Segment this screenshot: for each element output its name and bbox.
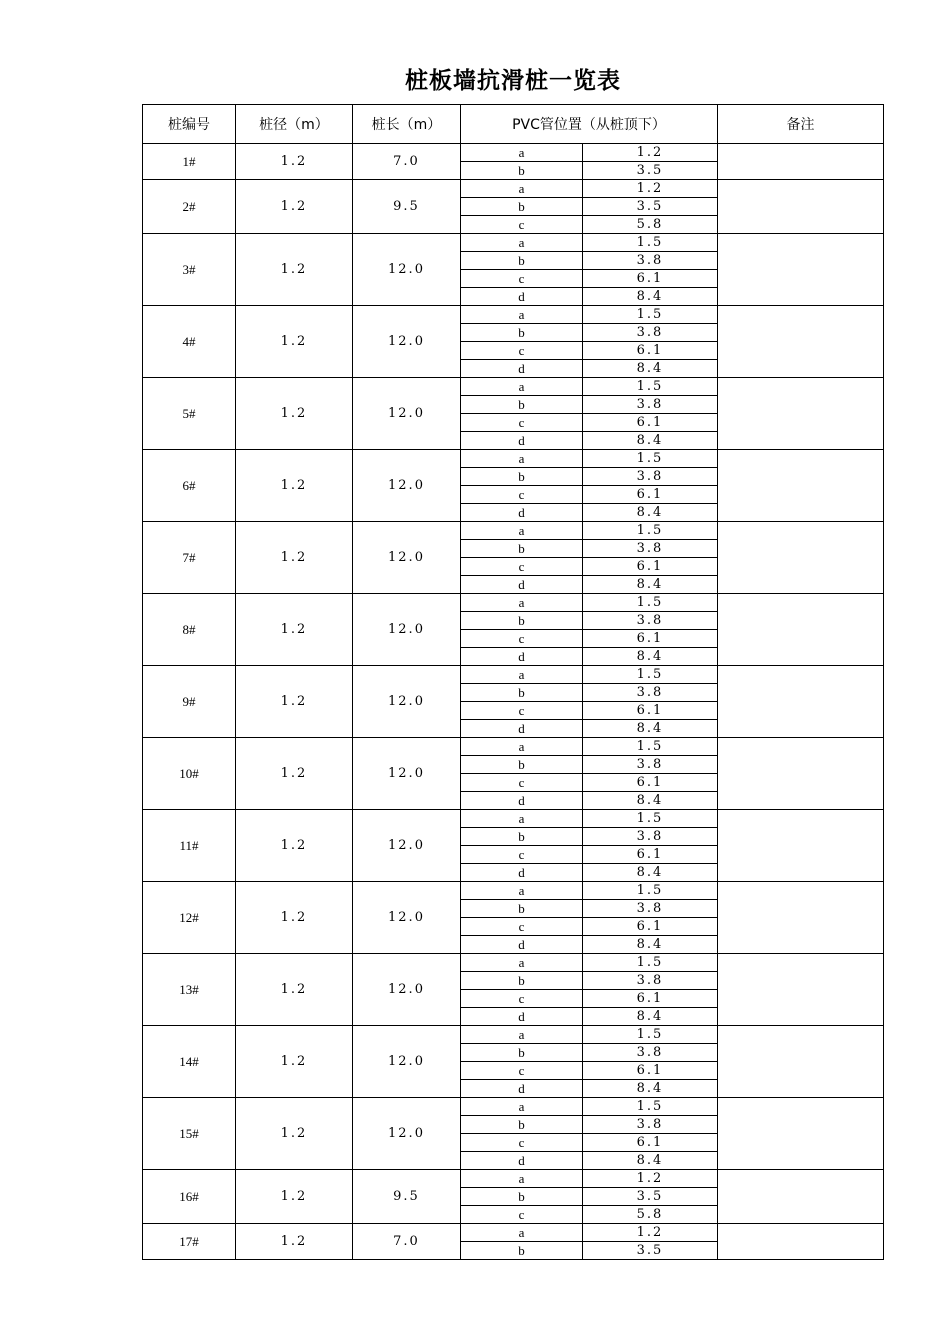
pvc-tube-label-cell: d bbox=[461, 576, 583, 594]
pile-remark-cell bbox=[718, 882, 884, 954]
table-row bbox=[143, 1224, 884, 1242]
pile-length-cell: 12.0 bbox=[353, 1098, 461, 1170]
pvc-tube-label-cell: d bbox=[461, 864, 583, 882]
pvc-tube-label-cell: b bbox=[461, 828, 583, 846]
pile-remark-cell bbox=[718, 180, 884, 234]
pvc-tube-depth-cell: 6.1 bbox=[583, 342, 718, 360]
pvc-tube-label-cell: b bbox=[461, 468, 583, 486]
pile-diameter-cell: 1.2 bbox=[236, 954, 353, 1026]
header-remark: 备注 bbox=[718, 105, 884, 144]
pile-table-container bbox=[142, 104, 883, 1260]
pile-id-cell: 17# bbox=[143, 1224, 236, 1260]
pvc-tube-depth-cell: 3.5 bbox=[583, 1188, 718, 1206]
pvc-tube-label-cell: c bbox=[461, 414, 583, 432]
pile-id-cell: 4# bbox=[143, 306, 236, 378]
pvc-tube-label-cell: b bbox=[461, 540, 583, 558]
pvc-tube-label-cell: b bbox=[461, 396, 583, 414]
table-row bbox=[143, 144, 884, 162]
pile-length-cell: 9.5 bbox=[353, 1170, 461, 1224]
pvc-tube-label-cell: b bbox=[461, 1188, 583, 1206]
pvc-tube-label-cell: c bbox=[461, 846, 583, 864]
pvc-tube-label-cell: c bbox=[461, 990, 583, 1008]
pile-id-cell: 13# bbox=[143, 954, 236, 1026]
pvc-tube-depth-cell: 8.4 bbox=[583, 576, 718, 594]
pile-remark-cell bbox=[718, 1170, 884, 1224]
pvc-tube-label-cell: d bbox=[461, 720, 583, 738]
pvc-tube-depth-cell: 3.5 bbox=[583, 162, 718, 180]
header-row bbox=[143, 105, 884, 144]
pile-id-cell: 10# bbox=[143, 738, 236, 810]
header-length: 桩长（m） bbox=[353, 105, 461, 144]
pvc-tube-label-cell: b bbox=[461, 684, 583, 702]
pile-diameter-cell: 1.2 bbox=[236, 810, 353, 882]
pvc-tube-depth-cell: 1.5 bbox=[583, 954, 718, 972]
pvc-tube-label-cell: a bbox=[461, 144, 583, 162]
pvc-tube-depth-cell: 1.5 bbox=[583, 666, 718, 684]
page-title: 桩板墙抗滑桩一览表 bbox=[405, 68, 621, 94]
pvc-tube-depth-cell: 8.4 bbox=[583, 936, 718, 954]
pile-remark-cell bbox=[718, 954, 884, 1026]
table-row bbox=[143, 1098, 884, 1116]
pvc-tube-depth-cell: 3.8 bbox=[583, 756, 718, 774]
table-row bbox=[143, 666, 884, 684]
pvc-tube-depth-cell: 8.4 bbox=[583, 648, 718, 666]
pile-id-cell: 9# bbox=[143, 666, 236, 738]
pvc-tube-depth-cell: 8.4 bbox=[583, 864, 718, 882]
pvc-tube-label-cell: d bbox=[461, 360, 583, 378]
pvc-tube-label-cell: a bbox=[461, 882, 583, 900]
header-pvc-position: PVC管位置（从桩顶下） bbox=[461, 105, 718, 144]
pvc-tube-depth-cell: 6.1 bbox=[583, 774, 718, 792]
pile-diameter-cell: 1.2 bbox=[236, 522, 353, 594]
pvc-tube-depth-cell: 8.4 bbox=[583, 1008, 718, 1026]
pvc-tube-label-cell: a bbox=[461, 1224, 583, 1242]
pvc-tube-label-cell: d bbox=[461, 792, 583, 810]
pvc-tube-label-cell: d bbox=[461, 504, 583, 522]
header-diameter: 桩径（m） bbox=[236, 105, 353, 144]
pvc-tube-depth-cell: 1.2 bbox=[583, 1170, 718, 1188]
pile-remark-cell bbox=[718, 522, 884, 594]
pile-diameter-cell: 1.2 bbox=[236, 144, 353, 180]
pile-id-cell: 3# bbox=[143, 234, 236, 306]
pile-length-cell: 7.0 bbox=[353, 144, 461, 180]
pile-remark-cell bbox=[718, 666, 884, 738]
pile-length-cell: 12.0 bbox=[353, 522, 461, 594]
pvc-tube-label-cell: b bbox=[461, 324, 583, 342]
pvc-tube-label-cell: b bbox=[461, 972, 583, 990]
pile-length-cell: 12.0 bbox=[353, 450, 461, 522]
pvc-tube-label-cell: c bbox=[461, 774, 583, 792]
pile-id-cell: 7# bbox=[143, 522, 236, 594]
pile-id-cell: 12# bbox=[143, 882, 236, 954]
pile-diameter-cell: 1.2 bbox=[236, 882, 353, 954]
pvc-tube-depth-cell: 6.1 bbox=[583, 486, 718, 504]
pvc-tube-label-cell: b bbox=[461, 1044, 583, 1062]
pvc-tube-depth-cell: 1.5 bbox=[583, 738, 718, 756]
pile-diameter-cell: 1.2 bbox=[236, 738, 353, 810]
pvc-tube-depth-cell: 1.2 bbox=[583, 180, 718, 198]
pvc-tube-depth-cell: 1.5 bbox=[583, 1026, 718, 1044]
pvc-tube-depth-cell: 1.5 bbox=[583, 378, 718, 396]
pile-remark-cell bbox=[718, 1026, 884, 1098]
table-row bbox=[143, 450, 884, 468]
pvc-tube-depth-cell: 1.5 bbox=[583, 306, 718, 324]
pvc-tube-label-cell: d bbox=[461, 648, 583, 666]
pvc-tube-depth-cell: 3.8 bbox=[583, 612, 718, 630]
pile-id-cell: 14# bbox=[143, 1026, 236, 1098]
table-row bbox=[143, 306, 884, 324]
pvc-tube-label-cell: d bbox=[461, 1008, 583, 1026]
pile-length-cell: 12.0 bbox=[353, 306, 461, 378]
pvc-tube-label-cell: d bbox=[461, 936, 583, 954]
pvc-tube-depth-cell: 5.8 bbox=[583, 216, 718, 234]
pile-remark-cell bbox=[718, 378, 884, 450]
pvc-tube-depth-cell: 8.4 bbox=[583, 504, 718, 522]
pvc-tube-label-cell: a bbox=[461, 522, 583, 540]
pvc-tube-depth-cell: 3.8 bbox=[583, 972, 718, 990]
pvc-tube-depth-cell: 1.5 bbox=[583, 1098, 718, 1116]
pvc-tube-label-cell: b bbox=[461, 756, 583, 774]
table-row bbox=[143, 1026, 884, 1044]
pvc-tube-label-cell: c bbox=[461, 1062, 583, 1080]
pile-remark-cell bbox=[718, 306, 884, 378]
pile-table bbox=[142, 104, 884, 1260]
pvc-tube-depth-cell: 3.5 bbox=[583, 1242, 718, 1260]
pile-diameter-cell: 1.2 bbox=[236, 378, 353, 450]
pile-diameter-cell: 1.2 bbox=[236, 594, 353, 666]
pvc-tube-depth-cell: 8.4 bbox=[583, 1152, 718, 1170]
pile-id-cell: 8# bbox=[143, 594, 236, 666]
pvc-tube-depth-cell: 1.2 bbox=[583, 1224, 718, 1242]
pile-diameter-cell: 1.2 bbox=[236, 1170, 353, 1224]
pvc-tube-depth-cell: 3.5 bbox=[583, 198, 718, 216]
table-row bbox=[143, 882, 884, 900]
pile-remark-cell bbox=[718, 234, 884, 306]
pvc-tube-label-cell: a bbox=[461, 1026, 583, 1044]
pile-length-cell: 12.0 bbox=[353, 378, 461, 450]
pile-length-cell: 12.0 bbox=[353, 234, 461, 306]
pvc-tube-depth-cell: 6.1 bbox=[583, 990, 718, 1008]
pile-diameter-cell: 1.2 bbox=[236, 450, 353, 522]
table-row bbox=[143, 1170, 884, 1188]
pile-remark-cell bbox=[718, 810, 884, 882]
pvc-tube-depth-cell: 3.8 bbox=[583, 252, 718, 270]
pvc-tube-label-cell: a bbox=[461, 1170, 583, 1188]
pile-diameter-cell: 1.2 bbox=[236, 306, 353, 378]
pvc-tube-label-cell: d bbox=[461, 432, 583, 450]
pvc-tube-label-cell: b bbox=[461, 900, 583, 918]
pvc-tube-label-cell: c bbox=[461, 486, 583, 504]
pvc-tube-depth-cell: 8.4 bbox=[583, 432, 718, 450]
pvc-tube-depth-cell: 6.1 bbox=[583, 918, 718, 936]
pvc-tube-depth-cell: 3.8 bbox=[583, 1116, 718, 1134]
pvc-tube-depth-cell: 3.8 bbox=[583, 828, 718, 846]
pile-diameter-cell: 1.2 bbox=[236, 1224, 353, 1260]
pile-id-cell: 6# bbox=[143, 450, 236, 522]
pvc-tube-depth-cell: 8.4 bbox=[583, 792, 718, 810]
pvc-tube-label-cell: d bbox=[461, 288, 583, 306]
pvc-tube-label-cell: c bbox=[461, 270, 583, 288]
pvc-tube-depth-cell: 6.1 bbox=[583, 846, 718, 864]
pvc-tube-label-cell: a bbox=[461, 810, 583, 828]
pvc-tube-label-cell: d bbox=[461, 1080, 583, 1098]
table-row bbox=[143, 180, 884, 198]
pvc-tube-label-cell: c bbox=[461, 630, 583, 648]
pile-remark-cell bbox=[718, 1224, 884, 1260]
pile-remark-cell bbox=[718, 144, 884, 180]
pvc-tube-depth-cell: 8.4 bbox=[583, 360, 718, 378]
pile-diameter-cell: 1.2 bbox=[236, 180, 353, 234]
pvc-tube-depth-cell: 6.1 bbox=[583, 630, 718, 648]
pvc-tube-depth-cell: 3.8 bbox=[583, 396, 718, 414]
pile-remark-cell bbox=[718, 1098, 884, 1170]
pvc-tube-depth-cell: 8.4 bbox=[583, 720, 718, 738]
pile-diameter-cell: 1.2 bbox=[236, 666, 353, 738]
table-row bbox=[143, 738, 884, 756]
table-row bbox=[143, 522, 884, 540]
table-row bbox=[143, 378, 884, 396]
pile-id-cell: 2# bbox=[143, 180, 236, 234]
pvc-tube-depth-cell: 3.8 bbox=[583, 684, 718, 702]
pile-length-cell: 12.0 bbox=[353, 594, 461, 666]
table-row bbox=[143, 234, 884, 252]
table-row bbox=[143, 954, 884, 972]
pvc-tube-label-cell: b bbox=[461, 252, 583, 270]
pile-remark-cell bbox=[718, 450, 884, 522]
pvc-tube-depth-cell: 8.4 bbox=[583, 1080, 718, 1098]
pvc-tube-depth-cell: 1.5 bbox=[583, 450, 718, 468]
pile-diameter-cell: 1.2 bbox=[236, 1098, 353, 1170]
pvc-tube-label-cell: b bbox=[461, 198, 583, 216]
table-row bbox=[143, 810, 884, 828]
pvc-tube-depth-cell: 1.5 bbox=[583, 594, 718, 612]
pvc-tube-label-cell: a bbox=[461, 666, 583, 684]
pvc-tube-label-cell: a bbox=[461, 306, 583, 324]
pvc-tube-depth-cell: 6.1 bbox=[583, 702, 718, 720]
pvc-tube-label-cell: b bbox=[461, 612, 583, 630]
pvc-tube-depth-cell: 6.1 bbox=[583, 1134, 718, 1152]
pile-length-cell: 12.0 bbox=[353, 882, 461, 954]
pvc-tube-depth-cell: 6.1 bbox=[583, 558, 718, 576]
pile-table-body bbox=[143, 105, 884, 1260]
pile-id-cell: 5# bbox=[143, 378, 236, 450]
pile-length-cell: 12.0 bbox=[353, 810, 461, 882]
table-row bbox=[143, 594, 884, 612]
pile-id-cell: 11# bbox=[143, 810, 236, 882]
pvc-tube-label-cell: c bbox=[461, 558, 583, 576]
pvc-tube-label-cell: c bbox=[461, 702, 583, 720]
pvc-tube-label-cell: a bbox=[461, 378, 583, 396]
pvc-tube-label-cell: a bbox=[461, 180, 583, 198]
pvc-tube-label-cell: a bbox=[461, 234, 583, 252]
pile-length-cell: 12.0 bbox=[353, 666, 461, 738]
pvc-tube-label-cell: b bbox=[461, 1116, 583, 1134]
pvc-tube-label-cell: c bbox=[461, 1134, 583, 1152]
pile-id-cell: 16# bbox=[143, 1170, 236, 1224]
pile-length-cell: 7.0 bbox=[353, 1224, 461, 1260]
header-pile-id: 桩编号 bbox=[143, 105, 236, 144]
pvc-tube-depth-cell: 1.5 bbox=[583, 234, 718, 252]
pvc-tube-depth-cell: 6.1 bbox=[583, 270, 718, 288]
pile-length-cell: 9.5 bbox=[353, 180, 461, 234]
pvc-tube-label-cell: c bbox=[461, 216, 583, 234]
pile-remark-cell bbox=[718, 738, 884, 810]
pile-length-cell: 12.0 bbox=[353, 954, 461, 1026]
pile-id-cell: 1# bbox=[143, 144, 236, 180]
pvc-tube-depth-cell: 1.5 bbox=[583, 882, 718, 900]
pvc-tube-depth-cell: 6.1 bbox=[583, 1062, 718, 1080]
pvc-tube-label-cell: a bbox=[461, 450, 583, 468]
pvc-tube-label-cell: b bbox=[461, 162, 583, 180]
pile-diameter-cell: 1.2 bbox=[236, 234, 353, 306]
pvc-tube-depth-cell: 8.4 bbox=[583, 288, 718, 306]
pvc-tube-label-cell: a bbox=[461, 954, 583, 972]
pvc-tube-depth-cell: 3.8 bbox=[583, 900, 718, 918]
pile-length-cell: 12.0 bbox=[353, 1026, 461, 1098]
pvc-tube-depth-cell: 3.8 bbox=[583, 540, 718, 558]
pvc-tube-depth-cell: 3.8 bbox=[583, 468, 718, 486]
pvc-tube-depth-cell: 1.5 bbox=[583, 522, 718, 540]
pvc-tube-label-cell: c bbox=[461, 918, 583, 936]
pvc-tube-depth-cell: 3.8 bbox=[583, 324, 718, 342]
pvc-tube-depth-cell: 5.8 bbox=[583, 1206, 718, 1224]
pvc-tube-label-cell: c bbox=[461, 1206, 583, 1224]
pvc-tube-depth-cell: 1.5 bbox=[583, 810, 718, 828]
pvc-tube-depth-cell: 6.1 bbox=[583, 414, 718, 432]
pvc-tube-label-cell: b bbox=[461, 1242, 583, 1260]
pvc-tube-label-cell: d bbox=[461, 1152, 583, 1170]
pvc-tube-label-cell: a bbox=[461, 1098, 583, 1116]
pile-length-cell: 12.0 bbox=[353, 738, 461, 810]
pvc-tube-label-cell: a bbox=[461, 738, 583, 756]
pvc-tube-label-cell: a bbox=[461, 594, 583, 612]
pvc-tube-depth-cell: 1.2 bbox=[583, 144, 718, 162]
pvc-tube-depth-cell: 3.8 bbox=[583, 1044, 718, 1062]
pile-diameter-cell: 1.2 bbox=[236, 1026, 353, 1098]
pile-id-cell: 15# bbox=[143, 1098, 236, 1170]
pvc-tube-label-cell: c bbox=[461, 342, 583, 360]
pile-remark-cell bbox=[718, 594, 884, 666]
